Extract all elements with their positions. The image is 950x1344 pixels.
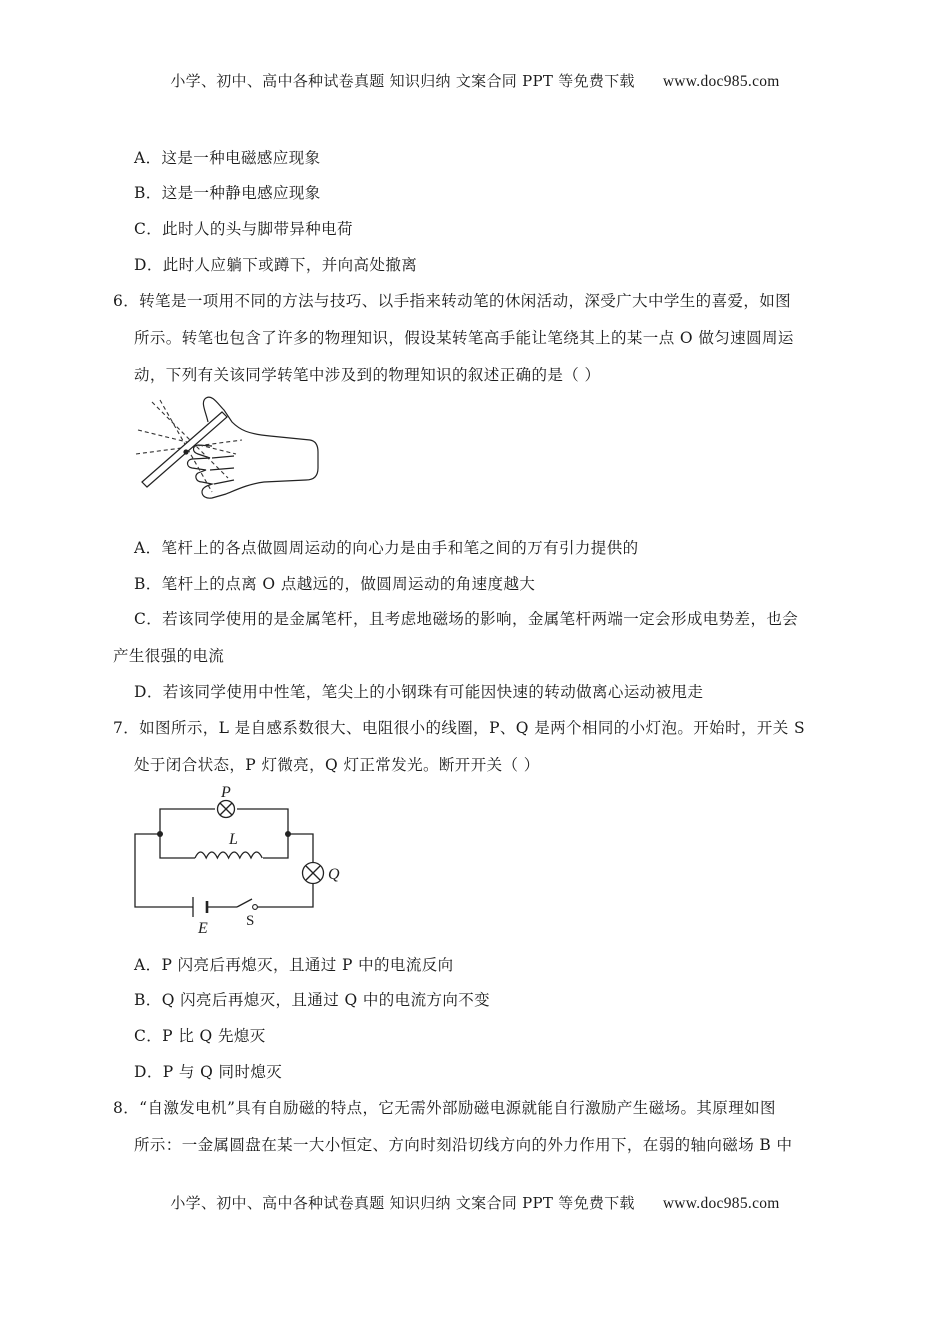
q7-stem-line2: 处于闭合状态，P 灯微亮，Q 灯正常发光。断开开关（ ）: [134, 756, 540, 774]
finger-crease-3: [214, 480, 234, 484]
q6-option-c-line2: 产生很强的电流: [113, 647, 225, 665]
q7-option-d: D．P 与 Q 同时熄灭: [134, 1063, 283, 1081]
q5-option-a: A．这是一种电磁感应现象: [134, 149, 321, 167]
label-L: L: [229, 831, 238, 848]
q6-option-d: D．若该同学使用中性笔，笔尖上的小钢珠有可能因快速的转动做离心运动被甩走: [134, 683, 704, 701]
pivot-point-O: [183, 449, 188, 454]
page-header: [0, 70, 950, 91]
hand-outline: [188, 397, 319, 498]
q7-option-a: A．P 闪亮后再熄灭，且通过 P 中的电流反向: [134, 956, 454, 974]
q5-option-b: B．这是一种静电感应现象: [134, 184, 321, 202]
l-branch-wire-right: [263, 834, 288, 858]
pen-spinning-figure: [130, 392, 322, 504]
q8-stem-line2: 所示：一金属圆盘在某一大小恒定、方向时刻沿切线方向的外力作用下，在弱的轴向磁场 B 中: [134, 1136, 793, 1154]
node-left: [157, 831, 163, 837]
q6-stem-line3: 动，下列有关该同学转笔中涉及到的物理知识的叙述正确的是（ ）: [134, 366, 601, 384]
label-Q: Q: [328, 866, 340, 883]
p-branch-wire: [160, 809, 215, 834]
p-branch-wire-right: [237, 809, 288, 834]
header-site-link[interactable]: www.doc985.com: [662, 73, 780, 90]
footer-site-link[interactable]: www.doc985.com: [662, 1195, 780, 1212]
outer-wire: [135, 834, 193, 907]
switch-contact: [253, 905, 258, 910]
q5-option-c: C．此时人的头与脚带异种电荷: [134, 220, 353, 238]
node-right: [285, 831, 291, 837]
q6-option-b: B．笔杆上的点离 O 点越远的，做圆周运动的角速度越大: [134, 575, 536, 593]
q6-stem-line2: 所示。转笔也包含了许多的物理知识，假设某转笔高手能让笔绕其上的某一点 O 做匀速圆周运: [134, 329, 794, 347]
switch-blade: [237, 899, 252, 907]
label-P: P: [221, 784, 231, 801]
finger-crease-2: [210, 468, 234, 470]
q6-option-c-line1: C．若该同学使用的是金属笔杆，且考虑地磁场的影响，金属笔杆两端一定会形成电势差，也会: [134, 610, 799, 628]
finger-crease-1: [212, 456, 234, 458]
q5-option-d: D．此时人应躺下或蹲下，并向高处撤离: [134, 256, 418, 274]
q8-stem-line1: 8．“自激发电机”具有自励磁的特点，它无需外部励磁电源就能自行激励产生磁场。其原理如图: [113, 1099, 776, 1117]
switch-right-wire: [253, 884, 313, 907]
q7-option-c: C．P 比 Q 先熄灭: [134, 1027, 266, 1045]
header-text: 小学、初中、高中各种试卷真题 知识归纳 文案合同 PPT 等免费下载: [170, 72, 635, 90]
q7-stem-line1: 7．如图所示，L 是自感系数很大、电阻很小的线圈，P、Q 是两个相同的小灯泡。开始时，开关 S: [113, 719, 805, 737]
footer-text: 小学、初中、高中各种试卷真题 知识归纳 文案合同 PPT 等免费下载: [170, 1194, 635, 1212]
l-branch-wire-left: [160, 834, 195, 858]
label-E: E: [198, 920, 208, 937]
q6-option-a: A．笔杆上的各点做圆周运动的向心力是由手和笔之间的万有引力提供的: [134, 539, 639, 557]
q7-option-b: B．Q 闪亮后再熄灭，且通过 Q 中的电流方向不变: [134, 991, 491, 1009]
inductor-coil: [195, 852, 262, 858]
right-wire-top: [288, 834, 313, 862]
page-footer: [0, 1192, 950, 1213]
circuit-figure: [125, 780, 355, 940]
q6-stem-line1: 6．转笔是一项用不同的方法与技巧、以手指来转动笔的休闲活动，深受广大中学生的喜爱，如图: [113, 292, 792, 310]
pen-body: [142, 412, 227, 487]
label-S: S: [246, 913, 255, 929]
